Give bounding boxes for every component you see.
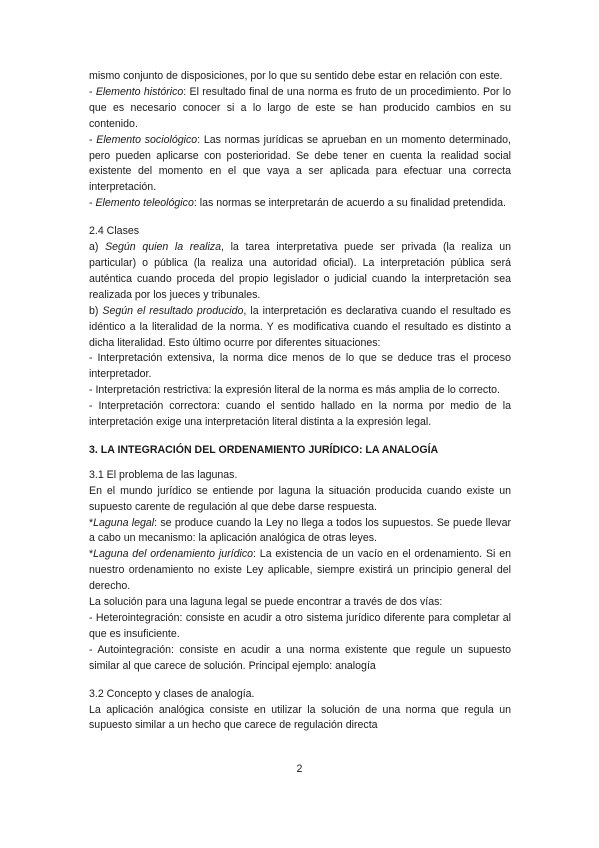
- text-body: , la tarea interpretativa puede ser privada (la realiza un particular) o pública (la realiza una autoridad oficial). La interpretación pública será auténtica cuando proceda del propio legislador o judicial cuando la interpretación sea realizada por los jueces y tribunales.: [89, 241, 511, 301]
- text-body: : La existencia de un vacío en el ordenamiento. Si en nuestro ordenamiento no existe Ley aplicable, siempre existirá un principio general del derecho.: [89, 548, 511, 593]
- paragraph-clase-a: [89, 240, 511, 304]
- text-body: : se produce cuando la Ley no llega a todos los supuestos. Se puede llevar a cabo un mecanismo: la aplicación analógica de otras leyes.: [89, 516, 511, 545]
- section-heading-integracion: 3. LA INTEGRACIÓN DEL ORDENAMIENTO JURÍDICO: LA ANALOGÍA: [89, 443, 439, 456]
- emphasis-term: Elemento histórico: [95, 85, 184, 98]
- paragraph-aplicacion-analogica: La aplicación analógica consiste en utilizar la solución de una norma que regula un supuesto similar a un hecho que carece de regulación directa: [89, 703, 511, 732]
- list-item-extensiva: - Interpretación extensiva, la norma dice menos de lo que se deduce tras el proceso interpretador.: [89, 352, 511, 381]
- paragraph-elemento-teleologico: [89, 196, 511, 212]
- emphasis-term: Según el resultado producido: [102, 304, 244, 317]
- document-body: [89, 69, 511, 734]
- emphasis-term: Elemento sociológico: [96, 133, 198, 146]
- paragraph-solucion: La solución para una laguna legal se puede encontrar a través de dos vías:: [89, 596, 443, 609]
- text-prefix: -: [89, 133, 97, 146]
- section-heading-clases: 2.4 Clases: [89, 225, 140, 238]
- emphasis-term: Elemento teleológico: [95, 197, 194, 210]
- paragraph-laguna-ordenamiento: [89, 547, 511, 595]
- paragraph-definicion-laguna: En el mundo jurídico se entiende por laguna la situación producida cuando existe un supuesto carente de regulación al que debe darse respuesta.: [89, 484, 511, 513]
- text-prefix: *: [89, 516, 94, 529]
- list-item-correctora: - Interpretación correctora: cuando el sentido hallado en la norma por medio de la interpretación exige una interpretación literal distinta a la expresión legal.: [89, 400, 511, 429]
- subsection-heading-analogia: 3.2 Concepto y clases de analogía.: [89, 687, 255, 700]
- text-body: : las normas se interpretarán de acuerdo a su finalidad pretendida.: [193, 197, 506, 210]
- text-body: : Las normas jurídicas se aprueban en un momento determinado, pero pueden aplicarse con posterioridad. Se debe tener en cuenta la realidad social existente del momento en el que vaya a ser aplicada para efectuar una correcta interpretación.: [89, 133, 511, 194]
- emphasis-term: Según quien la realiza: [105, 241, 221, 254]
- list-item-autointegracion: - Autointegración: consiste en acudir a una norma existente que regule un supuesto similar al que carece de solución. Principal ejemplo: analogía: [89, 643, 511, 672]
- paragraph-continuation: mismo conjunto de disposiciones, por lo que su sentido debe estar en relación con este.: [89, 70, 503, 82]
- list-item-restrictiva: - Interpretación restrictiva: la expresión literal de la norma es más amplia de lo correcto.: [89, 384, 500, 397]
- page-number: 2: [296, 763, 303, 775]
- paragraph-clase-b: [89, 304, 511, 352]
- paragraph-elemento-sociologico: [89, 133, 511, 197]
- text-prefix: -: [89, 85, 96, 98]
- text-prefix: *: [89, 548, 94, 561]
- paragraph-elemento-historico: [89, 85, 511, 133]
- list-item-heterointegracion: - Heterointegración: consiste en acudir a otro sistema jurídico diferente para completar al que es insuficiente.: [89, 612, 511, 640]
- emphasis-term: Laguna del ordenamiento jurídico: [93, 548, 254, 561]
- text-body: : El resultado final de una norma es fruto de un procedimiento. Por lo que es necesario conocer si a lo largo de este se han producido cambios en su contenido.: [89, 85, 511, 130]
- text-prefix: -: [89, 197, 96, 210]
- subsection-heading-lagunas: 3.1 El problema de las lagunas.: [89, 468, 238, 481]
- text-prefix: b): [89, 304, 103, 317]
- paragraph-laguna-legal: [89, 516, 511, 548]
- text-prefix: a): [89, 241, 106, 254]
- emphasis-term: Laguna legal: [93, 516, 155, 529]
- text-body: , la interpretación es declarativa cuando el resultado es idéntico a la literalidad de la norma. Y es modificativa cuando el resultado es distinto a dicha literalidad. Esto último ocurre por diferentes situaciones:: [89, 304, 511, 349]
